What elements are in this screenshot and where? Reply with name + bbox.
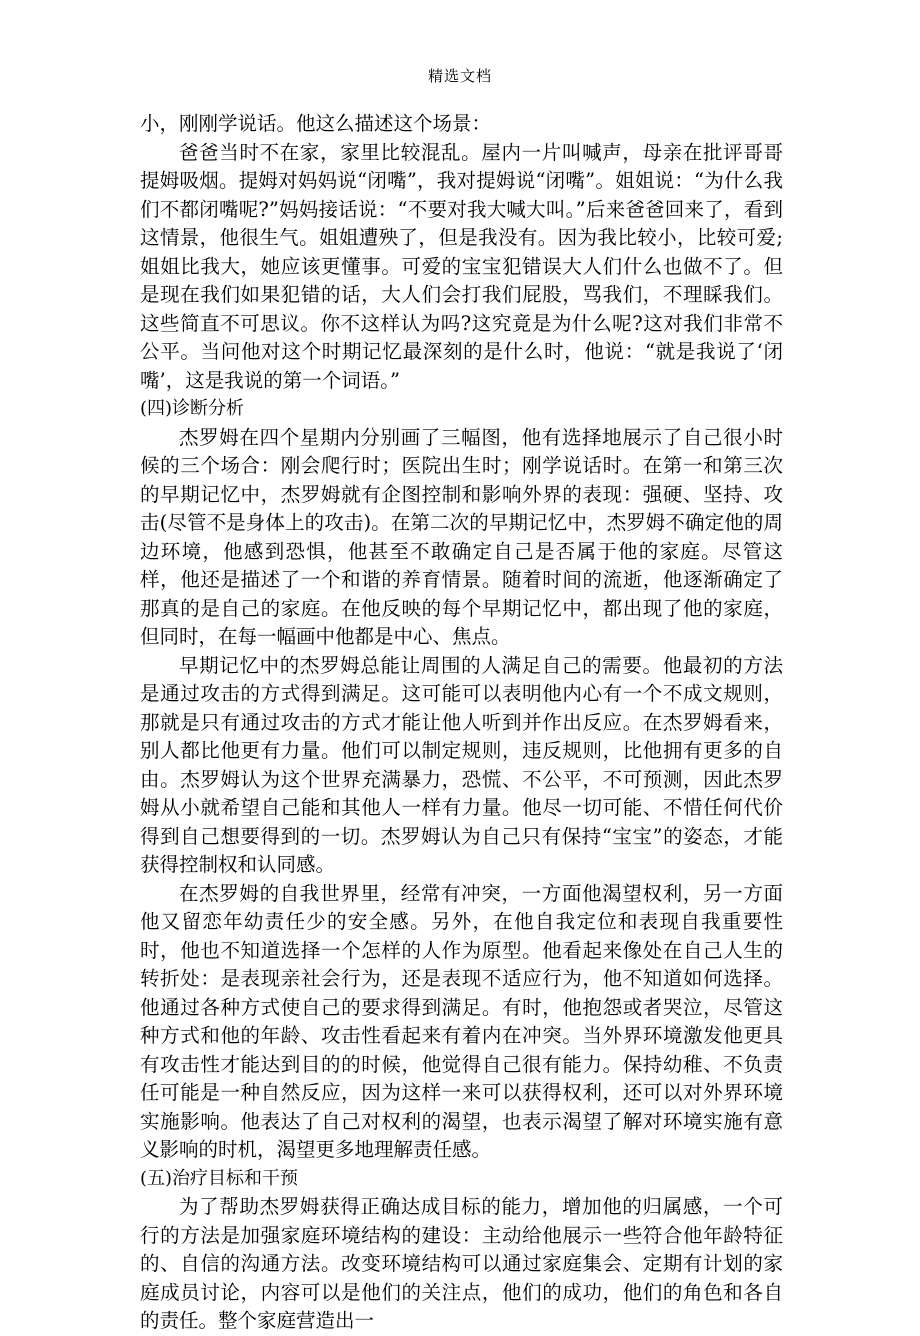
page-header: 精选文档 (427, 67, 492, 85)
paragraph-quote-scene: 爸爸当时不在家，家里比较混乱。屋内一片叫喊声，母亲在批评哥哥提姆吸烟。提姆对妈妈说“闭嘴”，我对提姆说“闭嘴”。姐姐说：“为什么我们不都闭嘴呢?”妈妈接话说：“不要对我大喊大叫。”后来爸爸回来了，看到这情景，他很生气。姐姐遭殃了，但是我没有。因为我比较小，比较可爱;姐姐比我大，她应该更懂事。可爱的宝宝犯错误大人们什么也做不了。但是现在我们如果犯错的话，大人们会打我们屁股，骂我们，不理睬我们。这些简直不可思议。你不这样认为吗?这究竟是为什么呢?这对我们非常不公平。当问他对这个时期记忆最深刻的是什么时，他说：“就是我说了‘闭嘴’，这是我说的第一个词语。” (140, 140, 783, 392)
document-body (140, 110, 783, 1336)
paragraph-treatment-1: 为了帮助杰罗姆获得正确达成目标的能力，增加他的归属感，一个可行的方法是加强家庭环境结构的建设：主动给他展示一些符合他年龄特征的、自信的沟通方法。改变环境结构可以通过家庭集会、定期有计划的家庭成员讨论，内容可以是他们的关注点，他们的成功，他们的角色和各自的责任。整个家庭营造出一 (140, 1195, 783, 1332)
paragraph-continuation: 小，刚刚学说话。他这么描述这个场景： (140, 112, 492, 135)
paragraph-diagnosis-2: 早期记忆中的杰罗姆总能让周围的人满足自己的需要。他最初的方法是通过攻击的方式得到满足。这可能可以表明他内心有一个不成文规则，那就是只有通过攻击的方式才能让他人听到并作出反应。在杰罗姆看来，别人都比他更有力量。他们可以制定规则，违反规则，比他拥有更多的自由。杰罗姆认为这个世界充满暴力，恐慌、不公平，不可预测，因此杰罗姆从小就希望自己能和其他人一样有力量。他尽一切可能、不惜任何代价得到自己想要得到的一切。杰罗姆认为自己只有保持“宝宝”的姿态，才能获得控制权和认同感。 (140, 653, 783, 876)
section-heading-treatment: (五)治疗目标和干预 (140, 1167, 299, 1189)
section-heading-diagnosis: (四)诊断分析 (140, 398, 245, 419)
paragraph-diagnosis-3: 在杰罗姆的自我世界里，经常有冲突，一方面他渴望权利，另一方面他又留恋年幼责任少的安全感。另外，在他自我定位和表现自我重要性时，他也不知道选择一个怎样的人作为原型。他看起来像处在自己人生的转折处：是表现亲社会行为，还是表现不适应行为，他不知道如何选择。他通过各种方式使自己的要求得到满足。有时，他抱怨或者哭泣，尽管这种方式和他的年龄、攻击性看起来有着内在冲突。当外界环境激发他更具有攻击性才能达到目的的时候，他觉得自己很有能力。保持幼稚、不负责任可能是一种自然反应，因为这样一来可以获得权利，还可以对外界环境实施影响。他表达了自己对权利的渴望，也表示渴望了解对环境实施有意义影响的时机，渴望更多地理解责任感。 (140, 881, 783, 1161)
paragraph-diagnosis-1: 杰罗姆在四个星期内分别画了三幅图，他有选择地展示了自己很小时候的三个场合：刚会爬行时；医院出生时；刚学说话时。在第一和第三次的早期记忆中，杰罗姆就有企图控制和影响外界的表现：强硬、坚持、攻击(尽管不是身体上的攻击)。在第二次的早期记忆中，杰罗姆不确定他的周边环境，他感到恐惧，他甚至不敢确定自己是否属于他的家庭。尽管这样，他还是描述了一个和谐的养育情景。随着时间的流逝，他逐渐确定了那真的是自己的家庭。在他反映的每个早期记忆中，都出现了他的家庭，但同时，在每一幅画中他都是中心、焦点。 (140, 425, 783, 648)
